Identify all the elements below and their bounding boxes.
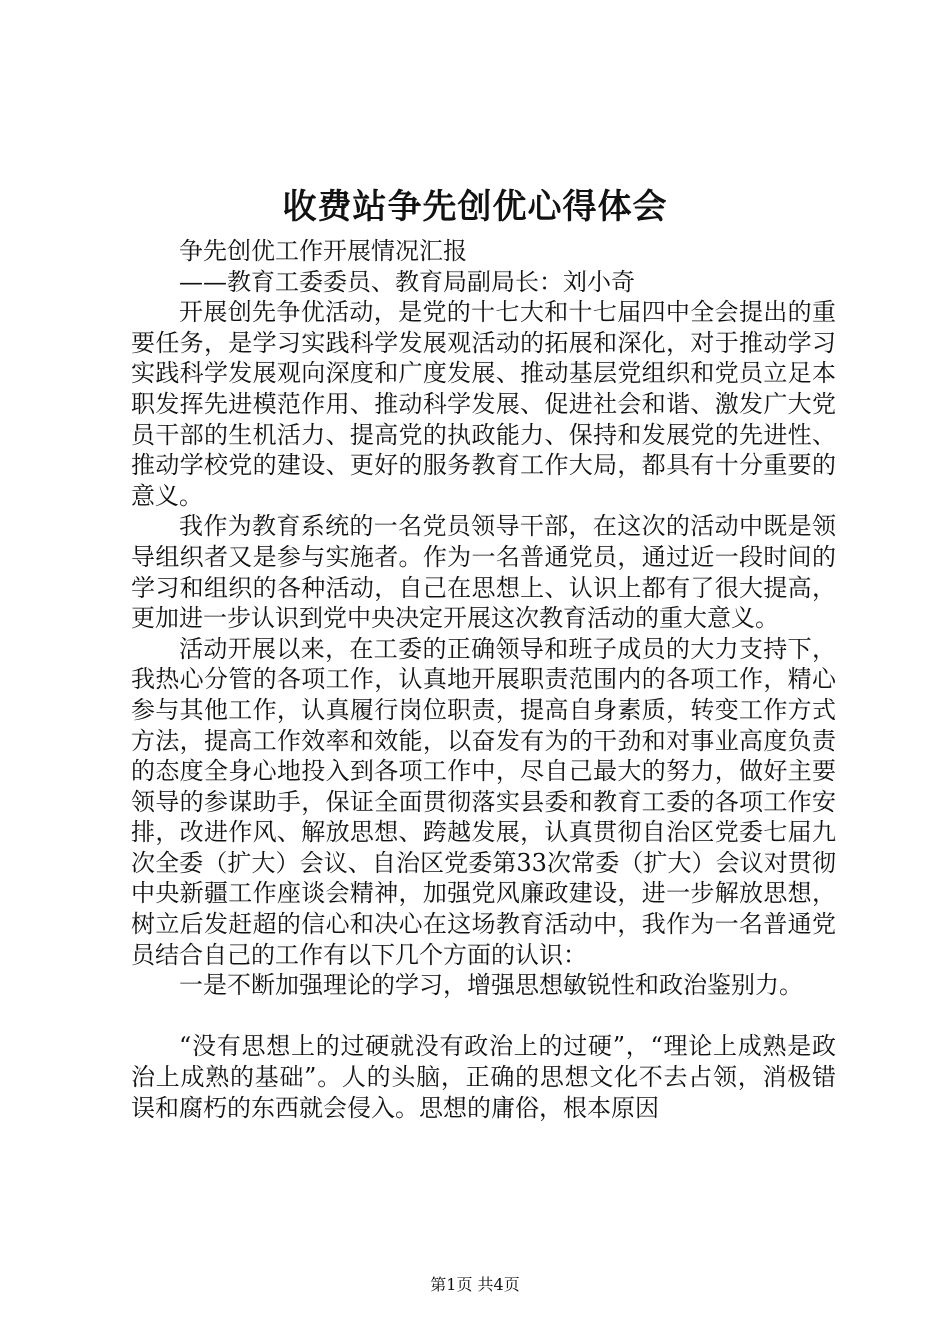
- document-author: ——教育工委委员、教育局副局长：刘小奇: [179, 267, 635, 296]
- paragraph-1: 开展创先争优活动，是党的十七大和十七届四中全会提出的重要任务，是学习实践科学发展观活动的拓展和深化，对于推动学习实践科学发展观向深度和广度发展、推动基层党组织和党员立足本职发挥先进模范作用、推动科学发展、促进社会和谐、激发广大党员干部的生机活力、提高党的执政能力、保持和发展党的先进性、推动学校党的建设、更好的服务教育工作大局，都具有十分重要的意义。: [131, 298, 836, 510]
- document-body: [131, 236, 836, 1123]
- document-title: 收费站争先创优心得体会: [282, 187, 668, 227]
- paragraph-2: 我作为教育系统的一名党员领导干部，在这次的活动中既是领导组织者又是参与实施者。作为一名普通党员，通过近一段时间的学习和组织的各种活动，自己在思想上、认识上都有了很大提高，更加进一步认识到党中央决定开展这次教育活动的重大意义。: [131, 512, 836, 633]
- document-subtitle: 争先创优工作开展情况汇报: [179, 237, 467, 265]
- paragraph-5: “没有思想上的过硬就没有政治上的过硬”，“理论上成熟是政治上成熟的基础”。人的头脑，正确的思想文化不去占领，消极错误和腐朽的东西就会侵入。思想的庸俗，根本原因: [131, 1032, 836, 1122]
- paragraph-3: 活动开展以来，在工委的正确领导和班子成员的大力支持下，我热心分管的各项工作，认真地开展职责范围内的各项工作，精心参与其他工作，认真履行岗位职责，提高自身素质，转变工作方式方法，提高工作效率和效能，以奋发有为的干劲和对事业高度负责的态度全身心地投入到各项工作中，尽自己最大的努力，做好主要领导的参谋助手，保证全面贯彻落实县委和教育工委的各项工作安排，改进作风、解放思想、跨越发展，认真贯彻自治区党委七届九次全委（扩大）会议、自治区党委第33次常委（扩大）会议对贯彻中央新疆工作座谈会精神，加强党风廉政建设，进一步解放思想，树立后发赶超的信心和决心在这场教育活动中，我作为一名普通党员结合自己的工作有以下几个方面的认识：: [131, 634, 836, 969]
- paragraph-4: 一是不断加强理论的学习，增强思想敏锐性和政治鉴别力。: [179, 971, 803, 1000]
- page-number-footer: 第1页 共4页: [430, 1275, 520, 1294]
